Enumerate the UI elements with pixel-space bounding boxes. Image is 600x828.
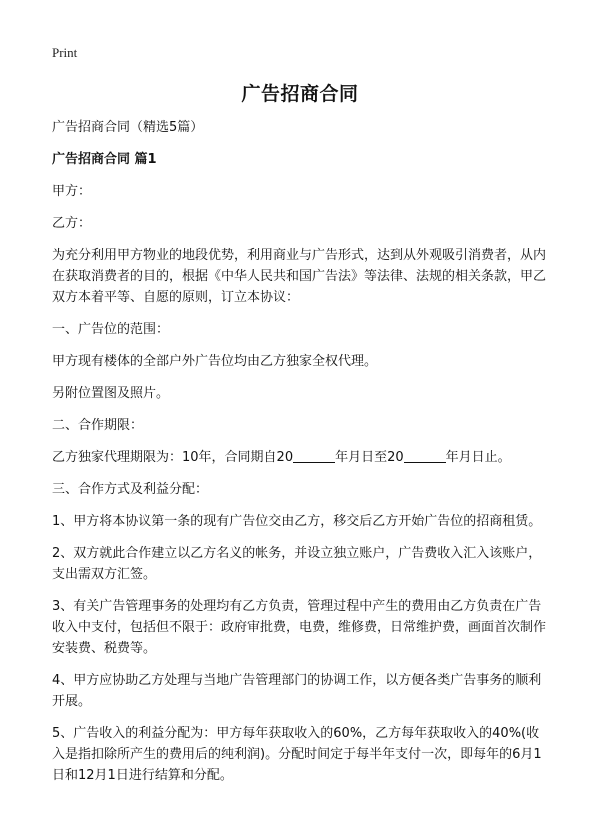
blank-line: [404, 448, 446, 463]
document-subtitle: 广告招商合同（精选5篇）: [52, 120, 204, 135]
clause-2-text-part3: 年月日止。: [445, 450, 511, 465]
print-link[interactable]: Print: [52, 45, 78, 60]
clause-1-note: 另附位置图及照片。: [52, 386, 170, 401]
party-a-line: 甲方：: [52, 184, 92, 199]
clause-2-heading: 二、合作期限：: [52, 418, 144, 433]
clause-3-item-1: 1、甲方将本协议第一条的现有广告位交由乙方，移交后乙方开始广告位的招商租赁。: [52, 514, 542, 529]
clause-2-text-part1: 乙方独家代理期限为：10年，合同期自20: [52, 450, 294, 465]
clause-2-text-part2: 年月日至20: [335, 450, 404, 465]
clause-1-text: 甲方现有楼体的全部户外广告位均由乙方独家全权代理。: [52, 354, 378, 369]
clause-3-item-3: 3、有关广告管理事务的处理均有乙方负责，管理过程中产生的费用由乙方负责在广告收入中支付，包括但不限于：政府审批费，电费，维修费，日常维护费，画面首次制作安装费、税费等。: [52, 599, 547, 656]
clause-2-text: [52, 447, 552, 468]
clause-1-heading: 一、广告位的范围：: [52, 322, 170, 337]
clause-3-item-2: 2、双方就此合作建立以乙方名义的帐务，并设立独立账户，广告费收入汇入该账户，支出需双方汇签。: [52, 546, 542, 582]
intro-paragraph: 为充分利用甲方物业的地段优势，利用商业与广告形式，达到从外观吸引消费者，从内在获取消费者的目的，根据《中华人民共和国广告法》等法律、法规的相关条款，甲乙双方本着平等、自愿的原则，订立本协议：: [52, 248, 547, 305]
document-title: 广告招商合同: [241, 83, 359, 105]
clause-3-heading: 三、合作方式及利益分配：: [52, 482, 209, 497]
clause-3-item-5: 5、广告收入的利益分配为：甲方每年获取收入的60%，乙方每年获取收入的40%(收入是指扣除所产生的费用后的纯利润)。分配时间定于每半年支付一次，即每年的6月1日和12月1日进行结算和分配。: [52, 726, 542, 783]
document-body: [52, 117, 552, 786]
clause-3-item-4: 4、甲方应协助乙方处理与当地广告管理部门的协调工作，以方便各类广告事务的顺利开展。: [52, 673, 542, 709]
party-b-line: 乙方：: [52, 216, 92, 231]
section-heading: 广告招商合同 篇1: [52, 152, 157, 167]
blank-line: [293, 448, 335, 463]
